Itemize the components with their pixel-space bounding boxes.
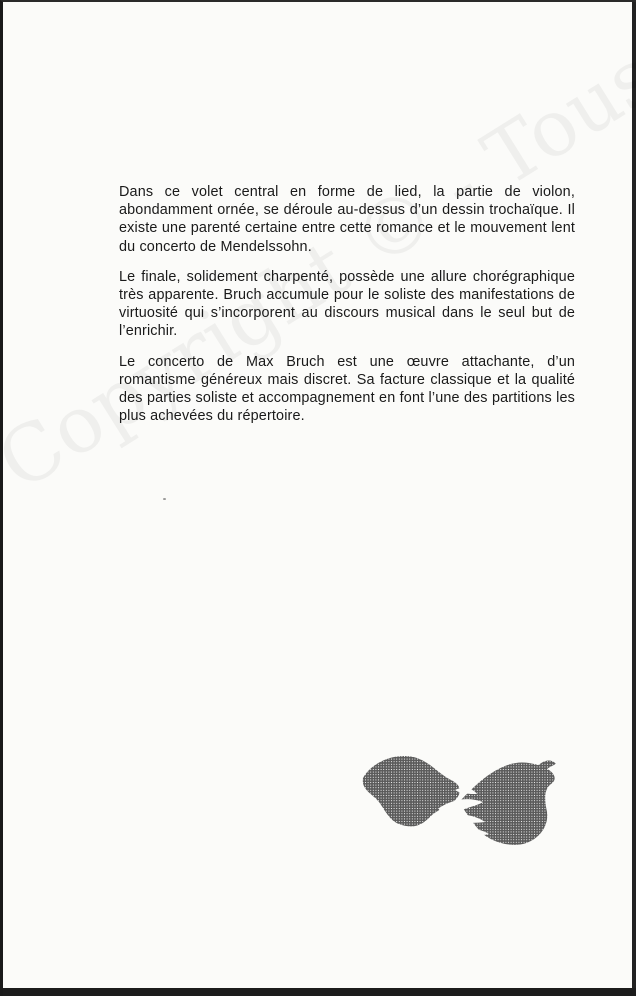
paragraph-1: Dans ce volet central en forme de lied, la partie de violon, abondamment ornée, se déroule au-dessus d’un dessin trochaïque. Il existe une parenté certaine entre cette romance et le mouvement lent du concerto de Mendelssohn. [119, 184, 575, 255]
page-edge-right [632, 2, 636, 996]
page-edge-bottom [3, 988, 636, 996]
body-text [119, 183, 575, 437]
paragraph-3: Le concerto de Max Bruch est une œuvre attachante, d’un romantisme généreux mais discret. Sa facture classique et la qualité des parties soliste et accompagnement en font l’une des partitions les plus achevées du répertoire. [119, 353, 575, 425]
paper-speck [163, 498, 166, 500]
publisher-logo-icon [359, 750, 559, 848]
paragraph-2: Le finale, solidement charpenté, possède une allure chorégraphique très apparente. Bruch accumule pour le soliste des manifestations de virtuosité qui s’incorporent au discours musical dans le seul but de l’enrichir. [119, 268, 575, 340]
